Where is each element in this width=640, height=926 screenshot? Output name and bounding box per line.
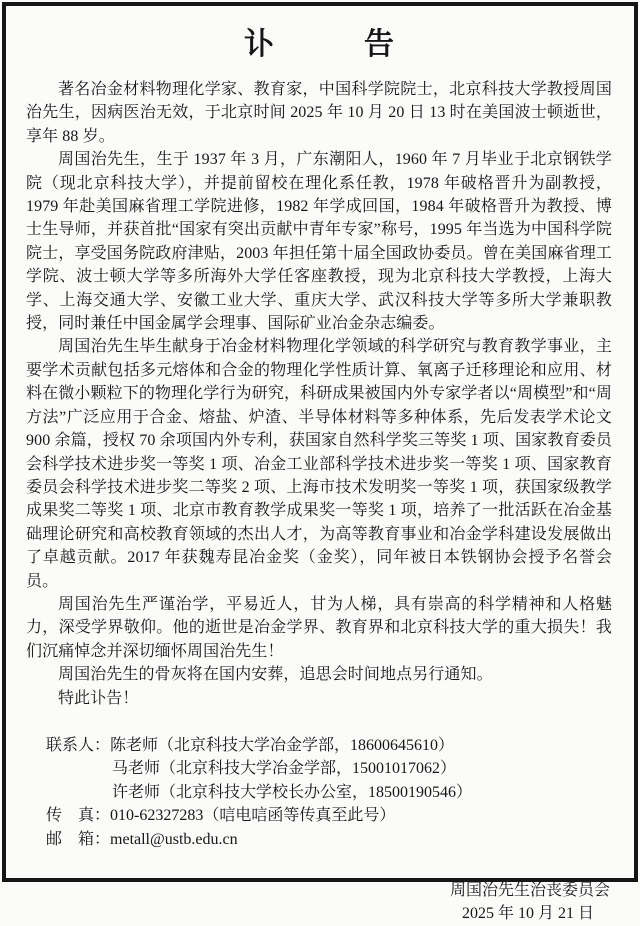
body-paragraph: 周国治先生的骨灰将在国内安葬，追思会时间地点另行通知。	[58, 666, 493, 684]
body-paragraph: 特此讣告！	[58, 689, 139, 707]
signature-block	[26, 879, 612, 926]
contact-person-line	[46, 734, 612, 757]
notice-body	[26, 78, 612, 710]
contact-person: 陈老师（北京科技大学冶金学部，18600645610）	[110, 736, 455, 754]
email-value: metall@ustb.edu.cn	[110, 830, 238, 848]
signature-date: 2025 年 10 月 21 日	[461, 905, 594, 923]
contact-person-line	[46, 781, 612, 804]
body-paragraph: 周国治先生毕生献身于冶金材料物理化学领域的科学研究与教育教学事业，主要学术贡献包括多元熔体和合金的物理化学性质计算、氧离子迁移理论和应用、材料在微小颗粒下的物理化学行为研究，科研成果被国内外专家学者以“周模型”和“周方法”广泛应用于合金、熔盐、炉渣、半导体材料等多种体系，先后发表学术论文 900 余篇，授权 70 余项国内外专利，获国家自然科学奖三等奖 1 项、国家教育委员会科学技术进步奖一等奖 1 项、冶金工业部科学技术进步奖一等奖 1 项、国家教育委员会科学技术进步奖二等奖 2 项、上海市技术发明奖一等奖 1 项，获国家级教学成果奖二等奖 1 项、北京市教育教学成果奖一等奖 1 项，培养了一批活跃在冶金基础理论研究和高校教育领域的杰出人才，为高等教育事业和冶金学科建设发展做出了卓越贡献。2017 年获魏寿昆冶金奖（金奖），同年被日本铁钢协会授予名誉会员。	[26, 338, 612, 590]
document-frame	[2, 2, 638, 923]
fax-label: 传 真：	[46, 807, 111, 825]
contact-person: 马老师（北京科技大学冶金学部，15001017062）	[112, 760, 457, 778]
contact-label: 联系人：	[46, 736, 111, 754]
body-paragraph: 周国治先生严谨治学，平易近人，甘为人梯，具有崇高的科学精神和人格魅力，深受学界敬仰。他的逝世是冶金学界、教育界和北京科技大学的重大损失！我们沉痛悼念并深切缅怀周国治先生！	[26, 595, 612, 660]
contact-person: 许老师（北京科技大学校长办公室，18500190546）	[112, 783, 473, 801]
fax-value: 010-62327283（唁电唁函等传真至此号）	[110, 807, 396, 825]
contact-block	[46, 734, 612, 851]
committee-signature: 周国治先生治丧委员会	[449, 882, 610, 899]
contact-person-line	[46, 757, 612, 780]
fax-line	[46, 804, 612, 827]
body-paragraph: 著名冶金材料物理化学家、教育家，中国科学院院士，北京科技大学教授周国治先生，因病医治无效，于北京时间 2025 年 10 月 20 日 13 时在美国波士顿逝世，享年 88 岁。	[26, 81, 612, 145]
email-line	[46, 828, 612, 851]
body-paragraph: 周国治先生，生于 1937 年 3 月，广东潮阳人，1960 年 7 月毕业于北京钢铁学院（现北京科技大学），并提前留校在理化系任教，1978 年破格晋升为副教授，1979 年赴美国麻省理工学院进修，1982 年学成回国，1984 年破格晋升为教授、博士生导师，并获首批“国家有突出贡献中青年专家”称号，1995 年当选为中国科学院院士，享受国务院政府津贴，2003 年担任第十届全国政协委员。曾在美国麻省理工学院、波士顿大学等多所海外大学任客座教授，现为北京科技大学教授，上海大学、上海交通大学、安徽工业大学、重庆大学、武汉科技大学等多所大学兼职教授，同时兼任中国金属学会理事、国际矿业冶金杂志编委。	[26, 151, 612, 333]
notice-title: 讣 告	[244, 28, 394, 61]
email-label: 邮 箱：	[46, 830, 111, 848]
